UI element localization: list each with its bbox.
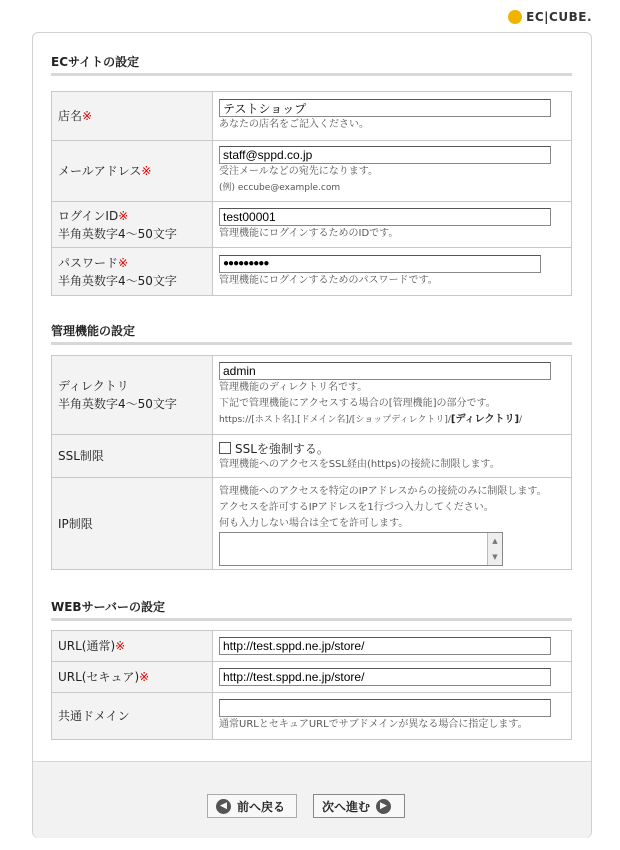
ssl-checkbox[interactable] [219, 442, 231, 454]
password-label: パスワード [58, 255, 119, 270]
section-divider [51, 618, 572, 621]
login-id-hint: 管理機能にログインするためのIDです。 [219, 227, 399, 239]
section-title-web: WEBサーバーの設定 [51, 600, 165, 614]
section-divider [51, 342, 572, 345]
shop-name-label: 店名 [58, 109, 83, 123]
common-domain-input[interactable] [219, 699, 551, 717]
directory-url-pattern: https://[ホスト名].[ドメイン名]/[ショップディレクトリ]/[ディレクトリ]/ [219, 414, 523, 425]
ip-hint-2: アクセスを許可するIPアドレスを1行づつ入力してください。 [219, 501, 494, 513]
row-ssl [52, 435, 572, 478]
secure-url-label: URL(セキュア) [58, 670, 140, 684]
next-button[interactable] [313, 794, 405, 818]
directory-input[interactable] [219, 362, 551, 380]
shop-name-hint: あなたの店名をご記入ください。 [219, 119, 369, 130]
logo-mark-icon [508, 10, 522, 24]
ip-textarea[interactable] [219, 532, 503, 566]
secure-url-input[interactable] [219, 668, 551, 686]
arrow-left-circle-icon: ◀ [216, 799, 231, 814]
ip-hint-3: 何も入力しない場合は全てを許可します。 [219, 517, 409, 529]
directory-label: ディレクトリ [58, 379, 129, 393]
ip-hint: 管理機能へのアクセスを特定のIPアドレスからの接続のみに制限します。 [219, 485, 547, 497]
password-input[interactable] [219, 255, 541, 273]
logo-text: EC|CUBE. [526, 10, 592, 24]
ip-label: IP制限 [58, 516, 93, 531]
row-email [52, 141, 572, 202]
common-domain-hint: 通常URLとセキュアURLでサブドメインが異なる場合に指定します。 [219, 719, 528, 730]
ec-cube-logo [508, 10, 592, 24]
shop-name-input[interactable] [219, 99, 551, 117]
required-mark: ※ [118, 255, 129, 270]
arrow-right-circle-icon: ▶ [376, 799, 391, 814]
email-label: メールアドレス [58, 164, 142, 178]
login-id-input[interactable] [219, 208, 551, 226]
section-title-site: ECサイトの設定 [51, 55, 140, 69]
password-hint: 管理機能にログインするためのパスワードです。 [219, 274, 438, 286]
email-example-hint: (例) eccube@example.com [219, 183, 341, 193]
password-sublabel: 半角英数字4～50文字 [58, 273, 177, 288]
row-shop-name [52, 92, 572, 141]
required-mark: ※ [118, 208, 129, 223]
row-password [52, 248, 572, 296]
admin-settings-table [51, 355, 572, 570]
common-domain-label: 共通ドメイン [58, 709, 130, 723]
ssl-checkbox-label[interactable]: SSLを強制する。 [235, 441, 329, 456]
scroll-up-icon[interactable]: ▲ [492, 536, 498, 545]
required-mark: ※ [139, 670, 150, 684]
back-button[interactable] [207, 794, 297, 818]
section-title-admin: 管理機能の設定 [51, 324, 136, 338]
login-id-label: ログインID [58, 208, 119, 223]
button-bar [33, 761, 591, 838]
ssl-checkbox-row[interactable] [219, 440, 571, 457]
directory-hint-2: 下記で管理機能にアクセスする場合の[管理機能]の部分です。 [219, 398, 496, 409]
site-settings-table [51, 91, 572, 296]
back-button-label: 前へ戻る [237, 799, 286, 814]
ssl-hint: 管理機能へのアクセスをSSL経由(https)の接続に制限します。 [219, 458, 500, 470]
directory-hint: 管理機能のディレクトリ名です。 [219, 382, 368, 393]
required-mark: ※ [82, 109, 93, 123]
row-common-domain [52, 693, 572, 740]
email-hint: 受注メールなどの宛先になります。 [219, 166, 378, 177]
install-panel [32, 32, 592, 838]
section-divider [51, 73, 572, 76]
row-directory [52, 356, 572, 435]
url-input[interactable] [219, 637, 551, 655]
scroll-down-icon[interactable]: ▼ [492, 552, 498, 561]
required-mark: ※ [141, 164, 152, 178]
row-url [52, 631, 572, 662]
row-secure-url [52, 662, 572, 693]
row-login-id [52, 202, 572, 248]
directory-sublabel: 半角英数字4～50文字 [58, 397, 177, 411]
web-settings-table [51, 630, 572, 740]
next-button-label: 次へ進む [322, 799, 371, 814]
email-input[interactable] [219, 146, 551, 164]
required-mark: ※ [115, 639, 126, 653]
url-label: URL(通常) [58, 639, 116, 653]
textarea-scrollbar[interactable] [487, 533, 502, 565]
ssl-label: SSL制限 [58, 449, 104, 463]
row-ip [52, 478, 572, 570]
login-id-sublabel: 半角英数字4～50文字 [58, 226, 177, 241]
